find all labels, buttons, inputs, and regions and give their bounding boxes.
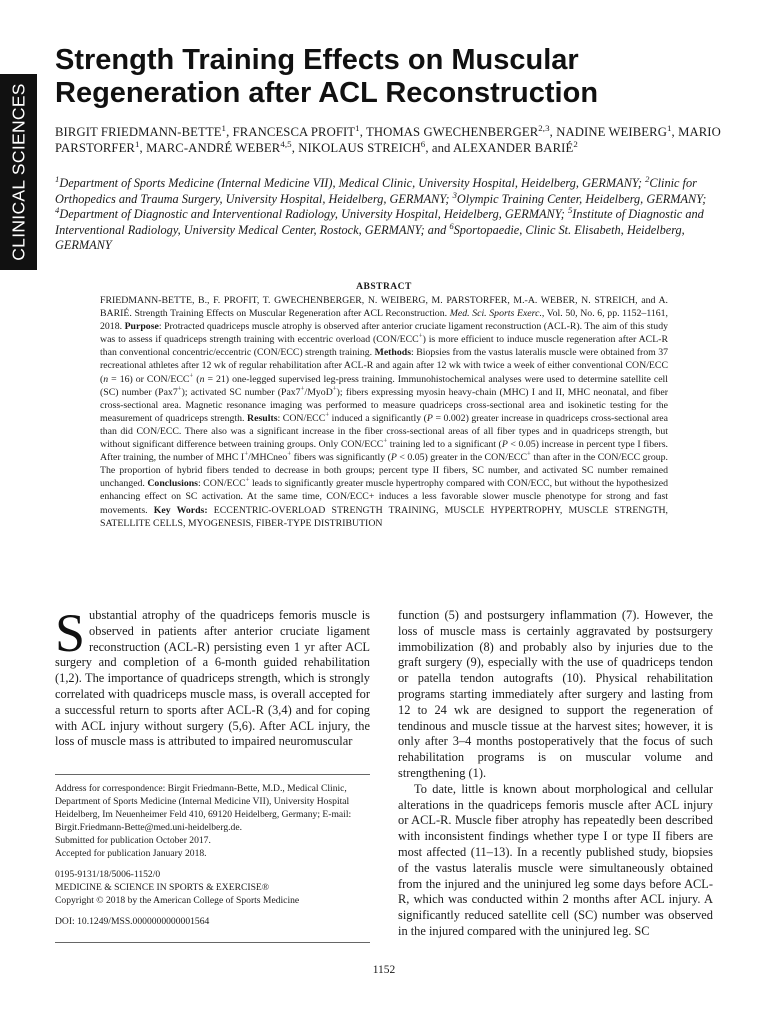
body-column-right [398,608,713,940]
body-paragraph-2: To date, little is known about morphological and cellular alterations in the quadriceps femoris muscle after ACL injury or ACL-R. Muscle fiber atrophy has repeatedly been described with inconsistent findings whether type I or type II fibers are most affected (11–13). In a recently published study, biopsies of the vastus lateralis muscle were simultaneously obtained from the injured and the uninjured leg some days before ACL-R, which was conducted within 2 months after ACL injury. A significantly reduced satellite cell (SC) number was observed in the injured compared with the uninjured leg. SC [398,781,713,938]
section-tab-label: CLINICAL SCIENCES [8,83,28,261]
footnote-line: Address for correspondence: Birgit Friedmann-Bette, M.D., Medical Clinic, [55,783,347,794]
page-number: 1152 [372,964,396,976]
footnote-copyright: Copyright © 2018 by the American College of Sports Medicine [55,895,300,906]
footnote-accepted: Accepted for publication January 2018. [55,848,207,859]
author-list: BIRGIT FRIEDMANN-BETTE$^1$, FRANCESCA PROFIT$^1$, THOMAS GWECHENBERGER$^{2,3}$, NADINE WEIBERG$^1$, MARIO PARSTORFER$^1$, MARC-ANDRÉ WEBER$^{4,5}$, NIKOLAUS STREICH$^6$, and ALEXANDER BARIÉ$^2$ [55,122,721,155]
abstract-body: FRIEDMANN-BETTE, B., F. PROFIT, T. GWECHENBERGER, N. WEIBERG, M. PARSTORFER, M.-A. WEBER, N. STREICH, and A. BARIÉ. Strength Training Effects on Muscular Regeneration after ACL Reconstruction. Med. Sci. Sports Exerc., Vol. 50, No. 6, pp. 1152–1161, 2018. Purpose: Protracted quadriceps muscle atrophy is observed after anterior cruciate ligament reconstruction (ACL-R). The aim of this study was to assess if quadriceps strength training with eccentric overload (CON/ECC+) is more efficient to induce muscle regeneration after ACL-R than conventional concentric/eccentric (CON/ECC) strength training. Methods: Biopsies from the vastus lateralis muscle were obtained from 37 recreational athletes after 12 wk of regular rehabilitation after ACL-R and again after 12 wk with twice a week of either conventional CON/ECC (n = 16) or CON/ECC+ (n = 21) one-legged supervised leg-press training. Immunohistochemical analyses were used to determine satellite cell (SC) number (Pax7+); activated SC number (Pax7+/MyoD+); fibers expressing myosin heavy-chain (MHC) I and II, MHC neonatal, and fiber cross-sectional area. Magnetic resonance imaging was performed to measure quadriceps cross-sectional area and isokinetic testing for the measurement of quadriceps strength. Results: CON/ECC+ induced a significantly (P = 0.002) greater increase in quadriceps cross-sectional area than did CON/ECC. There also was a significant increase in the fiber cross-sectional areas of all fiber types and in quadriceps strength, but without significant difference between training groups. Only CON/ECC+ training led to a significant (P < 0.05) increase in percent type I fibers. After training, the number of MHC I+/MHCneo+ fibers was significantly (P < 0.05) greater in the CON/ECC+ than after in the CON/ECC group. The proportion of hybrid fibers tended to decrease in both groups; percent type II fibers, SC number, and activated SC number remained unchanged. Conclusions: CON/ECC+ leads to significantly greater muscle hypertrophy compared with CON/ECC, but without the hypothesized enhancing effect on SC activation. At the same time, CON/ECC+ induces a less favorable slower muscle phenotype for strong and fast movements. Key Words: ECCENTRIC-OVERLOAD STRENGTH TRAINING, MUSCLE HYPERTROPHY, MUSCLE STRENGTH, SATELLITE CELLS, MYOGENESIS, FIBER-TYPE DISTRIBUTION [100,295,669,529]
affiliations: $^1$Department of Sports Medicine (Internal Medicine VII), Medical Clinic, University Hospital, Heidelberg, GERMANY; $^2$Clinic for Orthopedics and Trauma Surgery, University Hospital, Heidelberg, GERMANY; $^3$Olympic Training Center, Heidelberg, GERMANY; $^4$Department of Diagnostic and Interventional Radiology, University Hospital, Heidelberg, GERMANY; $^5$Institute of Diagnostic and Interventional Radiology, University Medical Center, Rostock, GERMANY; and $^6$Sportopaedie, Clinic St. Elisabeth, Heidelberg, GERMANY [55,173,707,252]
article-title: Strength Training Effects on Muscular Regeneration after ACL Reconstruction [55,44,599,109]
body-paragraph-1: function (5) and postsurgery inflammation (7). However, the loss of muscle mass is certainly aggravated by postsurgery immobilization (8) and probably also by injuries due to the graft surgery (9), especially with the use of quadriceps tendon or patella tendon autografts (10). Physical rehabilitation programs starting immediately after surgery and lasting from 12 to 24 wk are designed to support the regeneration of tendinous and muscle tissue at the harvest sites; however, it is only after 3–4 months postoperatively that the focus of such rehabilitation programs is on muscular volume and strengthening (1). [398,608,713,780]
section-tab [0,74,37,270]
intro-text: ubstantial atrophy of the quadriceps femoris muscle is observed in patients after anterior cruciate ligament reconstruction (ACL-R) persisting even 1 yr after ACL surgery and completion of a 6-month guided rehabilitation (1,2). The importance of quadriceps strength, which is strongly correlated with quadriceps muscle mass, is overall accepted for a successful return to sports after ACL-R (3,4) and for coping with ACL injury without surgery (5,6). After ACL injury, the loss of muscle mass is attributed to impaired neuromuscular [55,608,370,749]
footnote-line: Heidelberg, Im Neuenheimer Feld 410, 69120 Heidelberg, Germany; E-mail: [55,809,352,820]
footnote-divider-top [55,774,370,775]
intro-paragraph [55,603,370,750]
footnote-doi[interactable]: DOI: 10.1249/MSS.0000000000001564 [55,916,210,927]
footnote-line: Department of Sports Medicine (Internal Medicine VII), University Hospital [55,796,350,807]
footnote-spacer [55,860,370,868]
footnote-issn: 0195-9131/18/5006-1152/0 [55,869,161,880]
footnote-divider-bottom [55,942,370,943]
body-column-left [55,603,370,750]
footnote-journal: MEDICINE & SCIENCE IN SPORTS & EXERCISE® [55,882,270,893]
footnote-spacer [55,907,370,915]
drop-cap: S [55,603,86,663]
correspondence-footnote [55,782,370,928]
footnote-submitted: Submitted for publication October 2017. [55,835,211,846]
abstract-heading: ABSTRACT [356,282,412,292]
footnote-email[interactable]: Birgit.Friedmann-Bette@med.uni-heidelberg.de. [55,822,242,833]
